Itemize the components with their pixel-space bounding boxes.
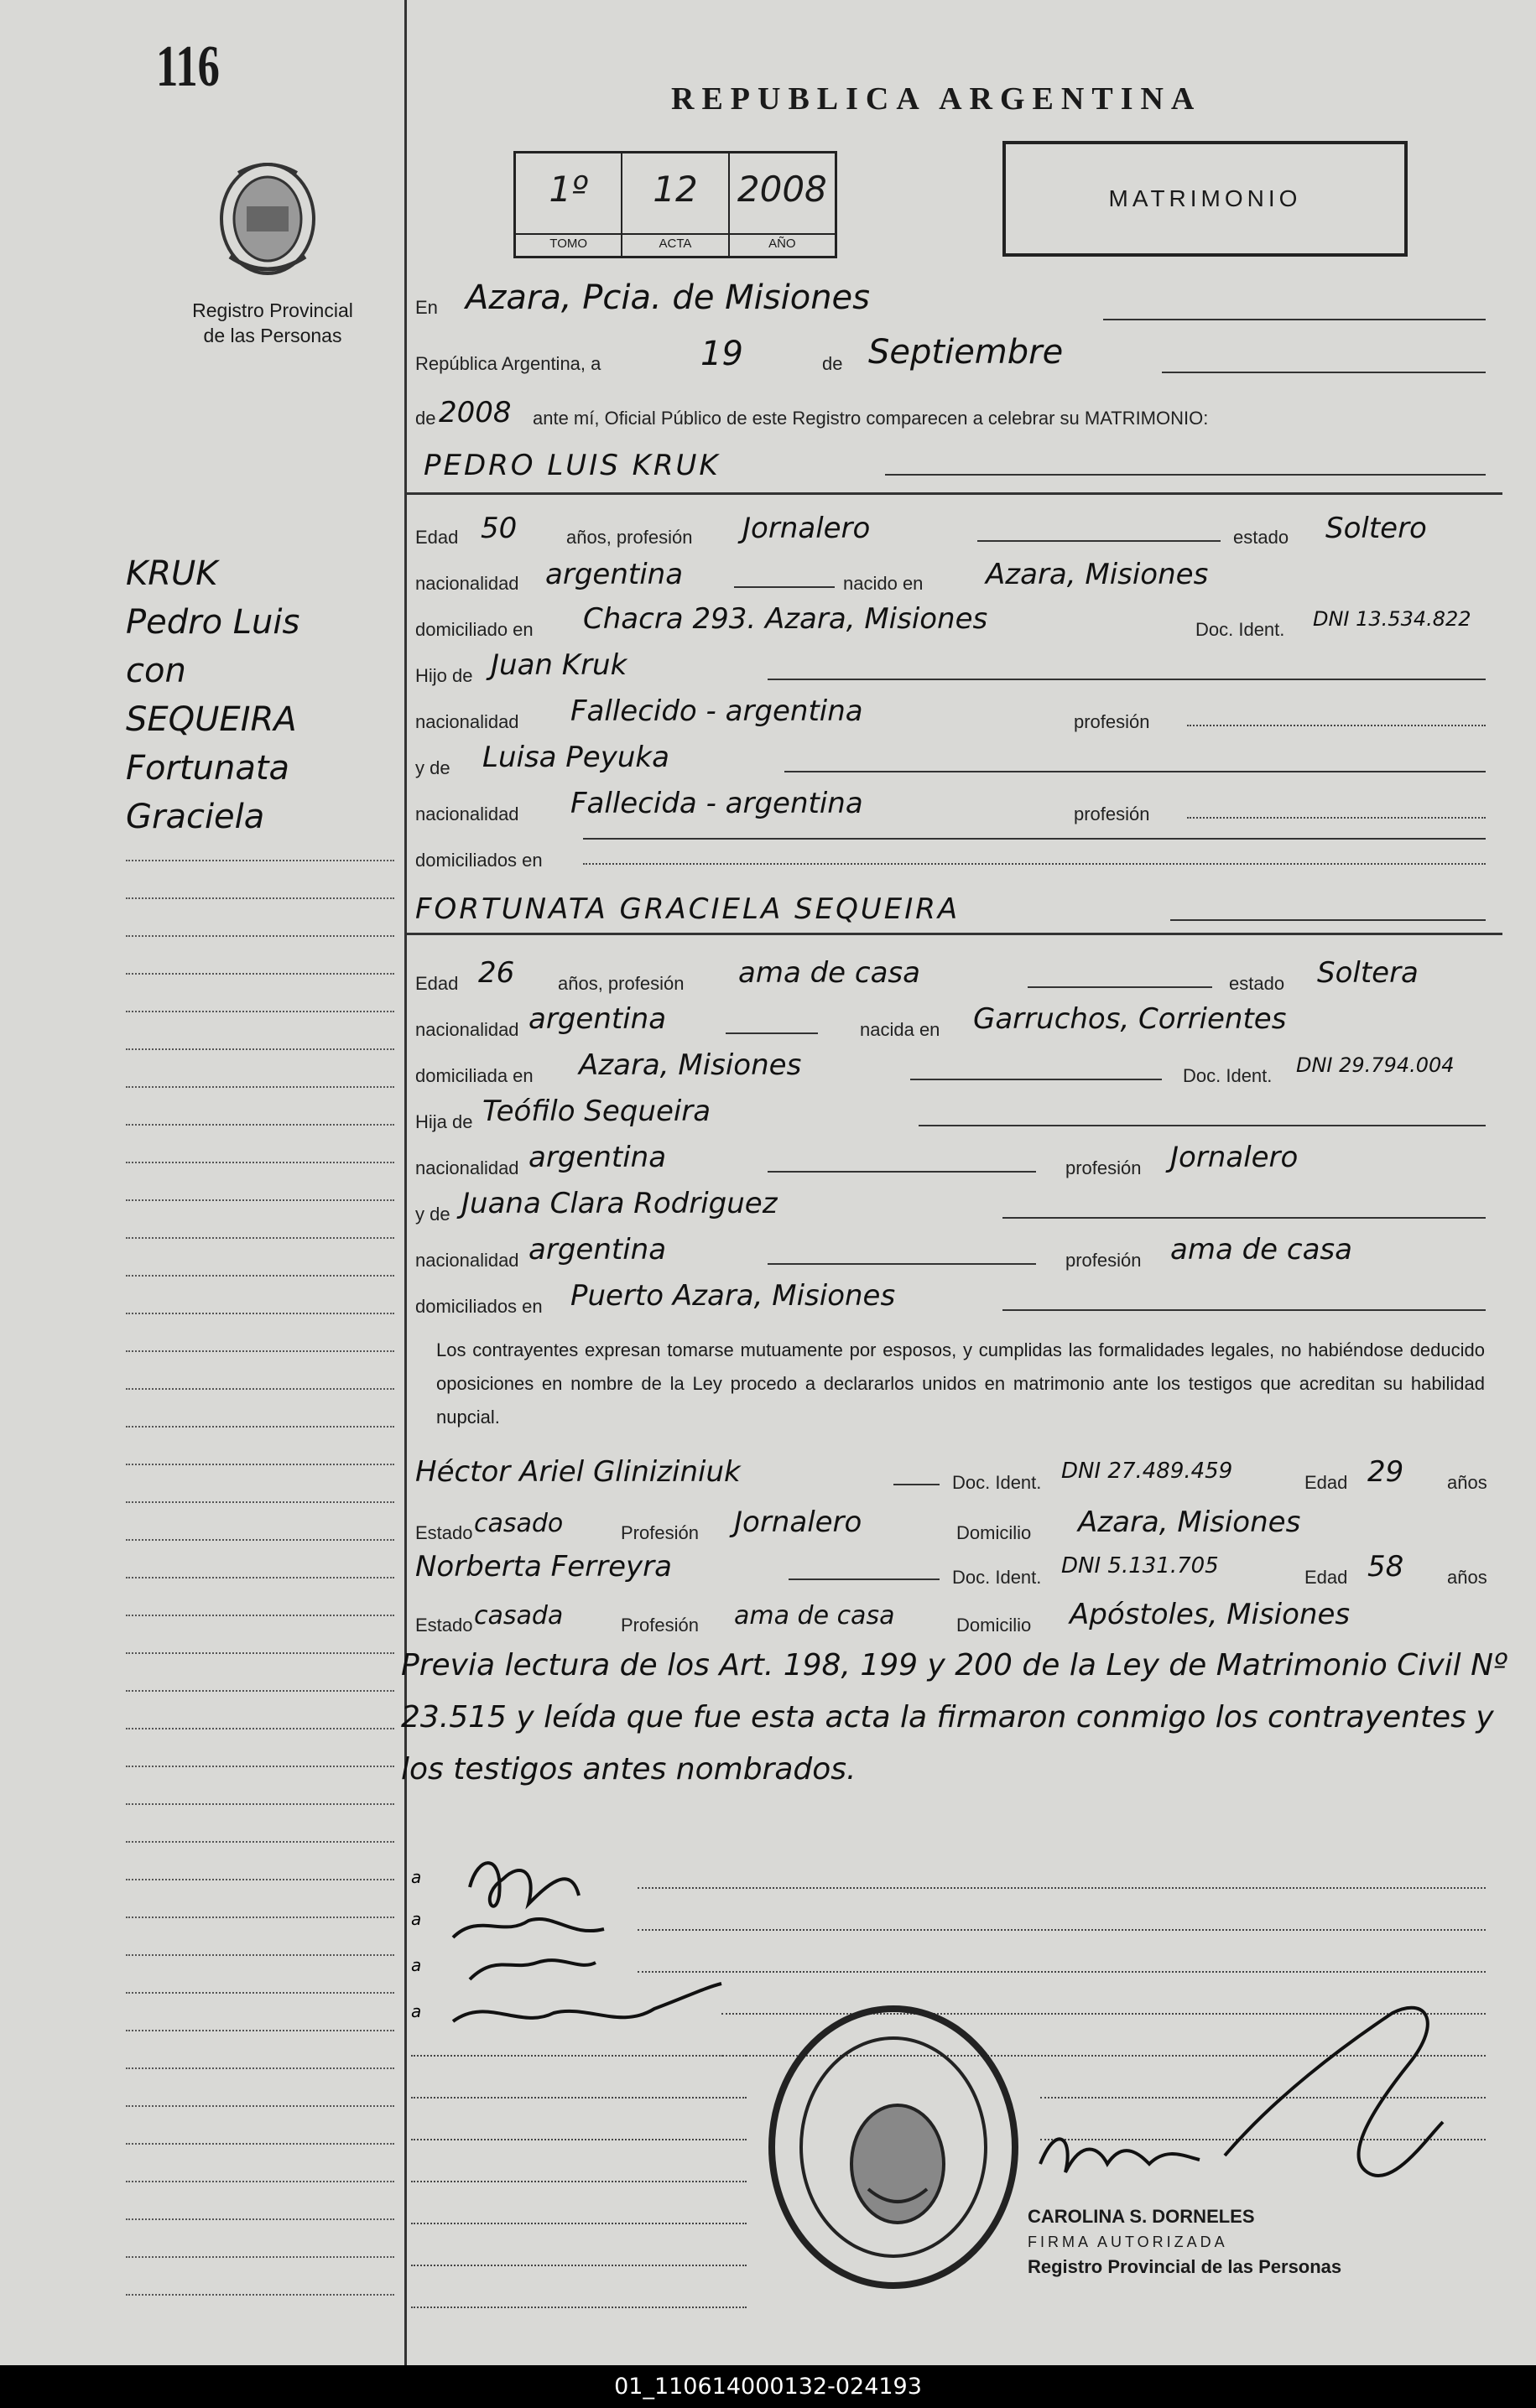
ano-cell: 2008 AÑO <box>730 153 835 256</box>
document-type-box: MATRIMONIO <box>1002 141 1408 257</box>
bride-nationality-row: nacionalidad argentina nacida en Garruchos, Corrientes <box>415 1002 1287 1040</box>
svg-text:a: a <box>411 1955 422 1975</box>
tomo-cell: 1º TOMO <box>516 153 622 256</box>
country-title: REPUBLICA ARGENTINA <box>671 81 1202 117</box>
declaration-text: Los contrayentes expresan tomarse mutuamente por esposos, y cumplidas las formalidades legales, no habiéndose deducido oposiciones en nombre de la Ley procedo a declararlos unidos en matrimonio ante los testigos que acreditan su habilidad nupcial. <box>436 1339 1485 1428</box>
scan-footer-code: 01_110614000132-024193 <box>0 2365 1536 2408</box>
margin-note: KRUK Pedro Luis con SEQUEIRA Fortunata Graciela <box>126 554 300 836</box>
intro-year-row: de 2008 ante mí, Oficial Público de este Registro comparecen a celebrar su MATRIMONIO: <box>415 396 1209 429</box>
groom-mother-nationality-row: nacionalidad Fallecida - argentina profesión <box>415 787 1486 824</box>
provincial-crest-icon <box>205 156 331 282</box>
svg-text:a: a <box>411 1909 422 1929</box>
groom-domicile-row: domiciliado en Chacra 293. Azara, Misiones Doc. Ident. DNI 13.534.822 <box>415 602 1471 640</box>
svg-text:a: a <box>411 1867 422 1887</box>
bride-father-row: Hija de Teófilo Sequeira <box>415 1095 1486 1131</box>
groom-nationality-row: nacionalidad argentina nacido en Azara, Misiones <box>415 558 1209 594</box>
groom-name-row: PEDRO LUIS KRUK <box>415 449 1486 486</box>
signatory-block: CAROLINA S. DORNELES FIRMA AUTORIZADA Registro Provincial de las Personas <box>1028 2206 1342 2277</box>
witness2-details-row: Estado casada Profesión ama de casa Domicilio Apóstoles, Misiones <box>415 1598 1351 1636</box>
page-number: 116 <box>156 34 220 99</box>
groom-age-row: Edad 50 años, profesión Jornalero estado Soltero <box>415 512 1427 548</box>
closing-text: Previa lectura de los Art. 198, 199 y 200 de la Ley de Matrimonio Civil Nº 23.515 y leída que fue esta acta la firmaron conmigo los contrayentes y los testigos antes nombrados. <box>401 1648 1507 1786</box>
parties-signatures-icon <box>403 1828 738 2047</box>
bride-mother-row: y de Juana Clara Rodriguez <box>415 1187 1486 1224</box>
acta-cell: 12 ACTA <box>622 153 729 256</box>
groom-father-row: Hijo de Juan Kruk <box>415 648 1486 685</box>
bride-mother-nationality-row: nacionalidad argentina profesión ama de casa <box>415 1233 1352 1271</box>
groom-parents-domicile-row: domiciliados en <box>415 833 1486 870</box>
groom-mother-row: y de Luisa Peyuka <box>415 741 1486 778</box>
bride-domicile-row: domiciliada en Azara, Misiones Doc. Ident. DNI 29.794.004 <box>415 1048 1455 1086</box>
witness1-details-row: Estado casado Profesión Jornalero Domicilio Azara, Misiones <box>415 1506 1301 1543</box>
bride-name-row: FORTUNATA GRACIELA SEQUEIRA <box>415 889 1486 926</box>
bride-age-row: Edad 26 años, profesión ama de casa estado Soltera <box>415 956 1419 994</box>
tomo-acta-box <box>513 151 837 258</box>
groom-father-nationality-row: nacionalidad Fallecido - argentina profesión <box>415 694 1486 731</box>
registry-label: Registro Provincial de las Personas <box>192 299 353 346</box>
intro-place-row: En Azara, Pcia. de Misiones <box>415 285 1486 322</box>
intro-date-row: República Argentina, a 19 de Septiembre <box>415 340 1486 377</box>
official-signature-icon <box>1007 1996 1476 2214</box>
witness2-row: Norberta Ferreyra Doc. Ident. DNI 5.131.705 Edad 58 años <box>415 1550 1487 1588</box>
official-seal-icon <box>759 1996 1028 2298</box>
bride-father-nationality-row: nacionalidad argentina profesión Jornalero <box>415 1141 1299 1178</box>
svg-text:a: a <box>411 2001 422 2021</box>
witness1-row: Héctor Ariel Gliniziniuk Doc. Ident. DNI 27.489.459 Edad 29 años <box>415 1455 1487 1493</box>
bride-parents-domicile-row: domiciliados en Puerto Azara, Misiones <box>415 1279 1486 1316</box>
